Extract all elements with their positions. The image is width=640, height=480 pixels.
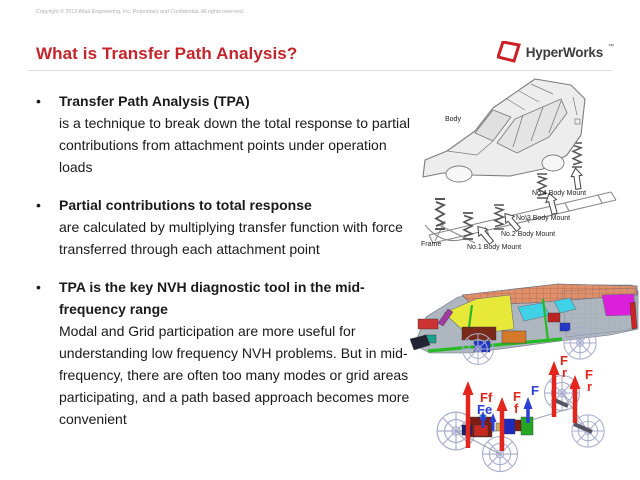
bullet-text [59, 90, 414, 178]
force-label-fr2-top: F [585, 367, 593, 382]
force-label-f-front-top: F [513, 389, 521, 404]
title-divider [28, 70, 612, 71]
bullet-lead: Transfer Path Analysis (TPA) [59, 93, 250, 109]
bullet-list [36, 90, 414, 446]
label-mount-2: No.2 Body Mount [501, 231, 556, 238]
force-label-fe: Fe [477, 402, 493, 417]
label-frame: Frame [421, 241, 442, 248]
bullet-text [59, 194, 414, 260]
bullet-body: is a technique to break down the total response to partial contributions from attachment points under operation loads [59, 115, 410, 175]
copyright-text: Copyright © 2012 Altair Engineering, Inc. Proprietary and Confidential. All rights reserved. [36, 9, 245, 15]
force-label-f-blue: F [531, 383, 539, 398]
fe-powertrain [462, 415, 533, 437]
figure-body-frame [415, 75, 640, 255]
force-label-ff: Ff [480, 390, 493, 405]
bullet-body: Modal and Grid participation are more useful for understanding low frequency NVH problems. But in mid-frequency, there are often too many modes or grid areas participating, and a path based approach becomes more convenient [59, 323, 410, 427]
bullet-item [36, 90, 414, 178]
bullet-marker: • [36, 279, 41, 295]
trademark-mark: ™ [608, 44, 614, 50]
bullet-item [36, 194, 414, 260]
label-mount-4: No.4 Body Mount [532, 190, 587, 197]
fe-car-body [410, 284, 638, 364]
bullet-body: are calculated by multiplying transfer function with force transferred through each attachment point [59, 219, 403, 257]
force-label-fr1-sub: r [562, 365, 568, 380]
bullet-marker: • [36, 197, 41, 213]
bullet-lead: Partial contributions to total response [59, 197, 312, 213]
hyperworks-logo [497, 41, 614, 63]
bullet-marker: • [36, 93, 41, 109]
label-body: Body [445, 116, 461, 123]
hyperworks-logo-text: HyperWorks [525, 44, 603, 60]
suv-body-outline [423, 79, 585, 182]
bullet-lead: TPA is the key NVH diagnostic tool in the mid-frequency range [59, 279, 365, 317]
force-label-f-front-sub: f [514, 401, 519, 416]
label-mount-3: No.3 Body Mount [516, 215, 571, 222]
force-label-fr1-top: F [560, 353, 568, 368]
force-label-fr2-sub: r [587, 379, 593, 394]
label-mount-1: No.1 Body Mount [467, 244, 522, 251]
bullet-item [36, 276, 414, 430]
bullet-text [59, 276, 414, 430]
altair-logo-icon [497, 41, 521, 63]
figure-fe-model [410, 283, 640, 480]
page-title: What is Transfer Path Analysis? [36, 44, 298, 63]
